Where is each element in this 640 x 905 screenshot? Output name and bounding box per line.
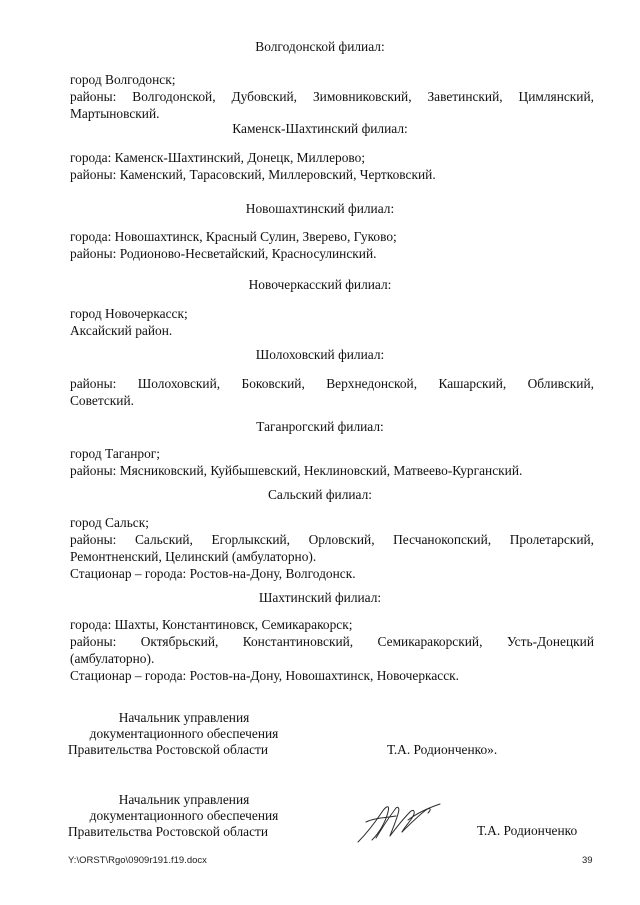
- body-line: Аксайский район.: [70, 323, 173, 338]
- position-line: Начальник управления: [118, 792, 250, 807]
- section-title: Таганрогский филиал:: [256, 419, 384, 434]
- section-title: Волгодонской филиал:: [255, 39, 385, 54]
- body-line: город Новочеркасск;: [70, 306, 188, 321]
- position-line: документационного обеспечения: [89, 808, 279, 823]
- position-line: Правительства Ростовской области: [68, 742, 269, 757]
- body-line: города: Каменск-Шахтинский, Донецк, Миллерово;: [70, 150, 366, 165]
- section-title: Новочеркасский филиал:: [248, 277, 392, 292]
- section-title: Каменск-Шахтинский филиал:: [232, 121, 408, 136]
- signatory-position: [68, 792, 300, 840]
- body-line: город Сальск;: [70, 515, 149, 530]
- body-line: районы: Волгодонской, Дубовский, Зимовниковский, Заветинский, Цимлянский,: [70, 89, 594, 104]
- body-line: Стационар – города: Ростов-на-Дону, Новошахтинск, Новочеркасск.: [70, 668, 460, 683]
- section-title: Новошахтинский филиал:: [245, 201, 395, 216]
- section-body: [70, 305, 594, 339]
- body-line: районы: Мясниковский, Куйбышевский, Неклиновский, Матвеево-Курганский.: [70, 463, 523, 478]
- body-line: города: Новошахтинск, Красный Сулин, Зверево, Гуково;: [70, 229, 397, 244]
- handwritten-signature: [352, 798, 444, 848]
- body-line: районы: Родионово-Несветайский, Красносулинский.: [70, 246, 377, 261]
- section-title: Шолоховский филиал:: [255, 347, 385, 362]
- body-line: Стационар – города: Ростов-на-Дону, Волгодонск.: [70, 566, 356, 581]
- section-title: Шахтинский филиал:: [258, 590, 382, 605]
- body-line: районы: Шолоховский, Боковский, Верхнедонской, Кашарский, Обливский,: [70, 376, 594, 391]
- signatory-position: [68, 710, 300, 758]
- body-line: города: Шахты, Константиновск, Семикаракорск;: [70, 617, 353, 632]
- section-title: Сальский филиал:: [267, 487, 373, 502]
- section-body: [70, 514, 594, 582]
- section-body: [70, 616, 594, 684]
- signatory-name: Т.А. Родионченко».: [387, 742, 498, 757]
- body-line: (амбулаторно).: [70, 651, 155, 666]
- page-number: 39: [582, 855, 593, 866]
- body-line: районы: Октябрьский, Константиновский, Семикаракорский, Усть-Донецкий: [70, 634, 594, 649]
- section-body: [70, 375, 594, 409]
- section-body: [70, 71, 594, 122]
- signatory-name: Т.А. Родионченко: [477, 823, 578, 838]
- section-body: [70, 149, 594, 183]
- section-body: [70, 228, 594, 262]
- file-path: Y:\ORST\Rgo\0909r191.f19.docx: [68, 855, 207, 866]
- position-line: документационного обеспечения: [89, 726, 279, 741]
- section-body: [70, 445, 594, 479]
- position-line: Начальник управления: [118, 710, 250, 725]
- body-line: районы: Каменский, Тарасовский, Миллеровский, Чертковский.: [70, 167, 436, 182]
- position-line: Правительства Ростовской области: [68, 824, 269, 839]
- body-line: Советский.: [70, 393, 134, 408]
- body-line: районы: Сальский, Егорлыкский, Орловский, Песчанокопский, Пролетарский,: [70, 532, 594, 547]
- body-line: Мартыновский.: [70, 106, 160, 121]
- body-line: Ремонтненский, Целинский (амбулаторно).: [70, 549, 317, 564]
- body-line: город Таганрог;: [70, 446, 161, 461]
- body-line: город Волгодонск;: [70, 72, 176, 87]
